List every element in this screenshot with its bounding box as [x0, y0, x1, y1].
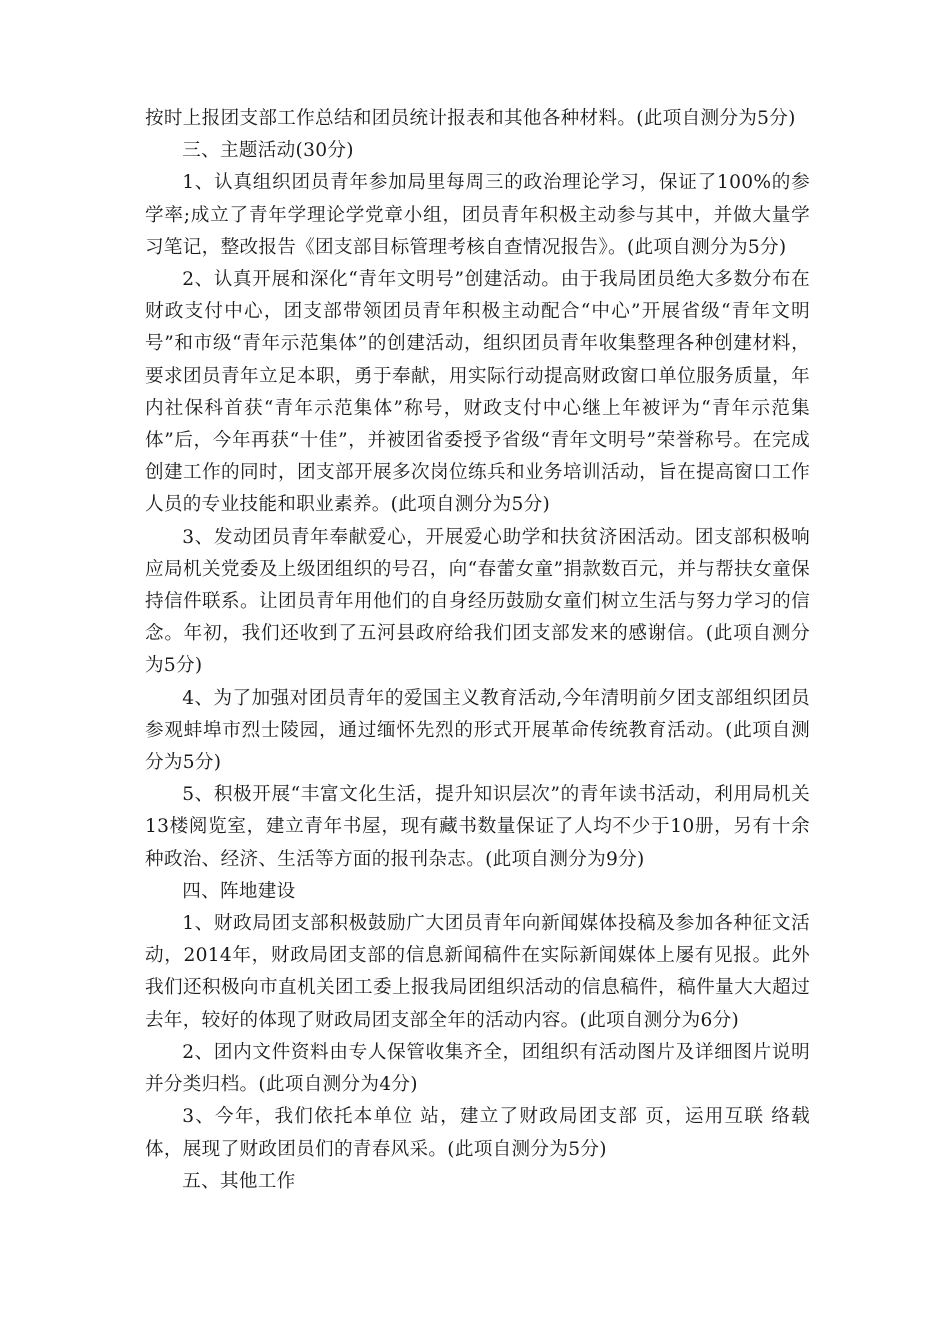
- document-page: [145, 103, 810, 1198]
- paragraph-item-4: 4、为了加强对团员青年的爱国主义教育活动,今年清明前夕团支部组织团员参观蚌埠市烈士陵园，通过缅怀先烈的形式开展革命传统教育活动。(此项自测分为5分): [145, 687, 810, 774]
- section-heading-theme-activities: 三、主题活动(30分): [182, 140, 354, 162]
- section-heading-other-work: 五、其他工作: [182, 1170, 296, 1192]
- paragraph-item-5: 5、积极开展“丰富文化生活，提升知识层次”的青年读书活动，利用局机关13楼阅览室，建立青年书屋，现有藏书数量保证了人均不少于10册，另有十余种政治、经济、生活等方面的报刊杂志。(此项自测分为9分): [145, 784, 810, 870]
- paragraph-position-3: 3、今年，我们依托本单位 站，建立了财政局团支部 页，运用互联 络载体，展现了财政团员们的青春风采。(此项自测分为5分): [145, 1106, 810, 1160]
- section-heading-position-building: 四、阵地建设: [182, 880, 296, 902]
- paragraph-continuation: 按时上报团支部工作总结和团员统计报表和其他各种材料。(此项自测分为5分): [145, 108, 796, 129]
- paragraph-item-3: 3、发动团员青年奉献爱心，开展爱心助学和扶贫济困活动。团支部积极响应局机关党委及上级团组织的号召，向“春蕾女童”捐款数百元，并与帮扶女童保持信件联系。让团员青年用他们的自身经历鼓励女童们树立生活与努力学习的信念。年初，我们还收到了五河县政府给我们团支部发来的感谢信。(此项自测分为5分): [145, 526, 810, 677]
- paragraph-position-2: 2、团内文件资料由专人保管收集齐全，团组织有活动图片及详细图片说明并分类归档。(此项自测分为4分): [145, 1041, 810, 1096]
- paragraph-item-1: 1、认真组织团员青年参加局里每周三的政治理论学习，保证了100%的参学率;成立了青年学理论学党章小组，团员青年积极主动参与其中，并做大量学习笔记，整改报告《团支部目标管理考核自查情况报告》。(此项自测分为5分): [145, 172, 810, 258]
- paragraph-position-1: 1、财政局团支部积极鼓励广大团员青年向新闻媒体投稿及参加各种征文活动，2014年，财政局团支部的信息新闻稿件在实际新闻媒体上屡有见报。此外我们还积极向市直机关团工委上报我局团组织活动的信息稿件，稿件量大大超过去年，较好的体现了财政局团支部全年的活动内容。(此项自测分为6分): [145, 913, 810, 1031]
- paragraph-item-2: 2、认真开展和深化“青年文明号”创建活动。由于我局团员绝大多数分布在财政支付中心，团支部带领团员青年积极主动配合“中心”开展省级“青年文明号”和市级“青年示范集体”的创建活动，组织团员青年收集整理各种创建材料，要求团员青年立足本职，勇于奉献，用实际行动提高财政窗口单位服务质量，年内社保科首获“青年示范集体”称号，财政支付中心继上年被评为“青年示范集体”后，今年再获“十佳”，并被团省委授予省级“青年文明号”荣誉称号。在完成创建工作的同时，团支部开展多次岗位练兵和业务培训活动，旨在提高窗口工作人员的专业技能和职业素养。(此项自测分为5分): [145, 269, 810, 516]
